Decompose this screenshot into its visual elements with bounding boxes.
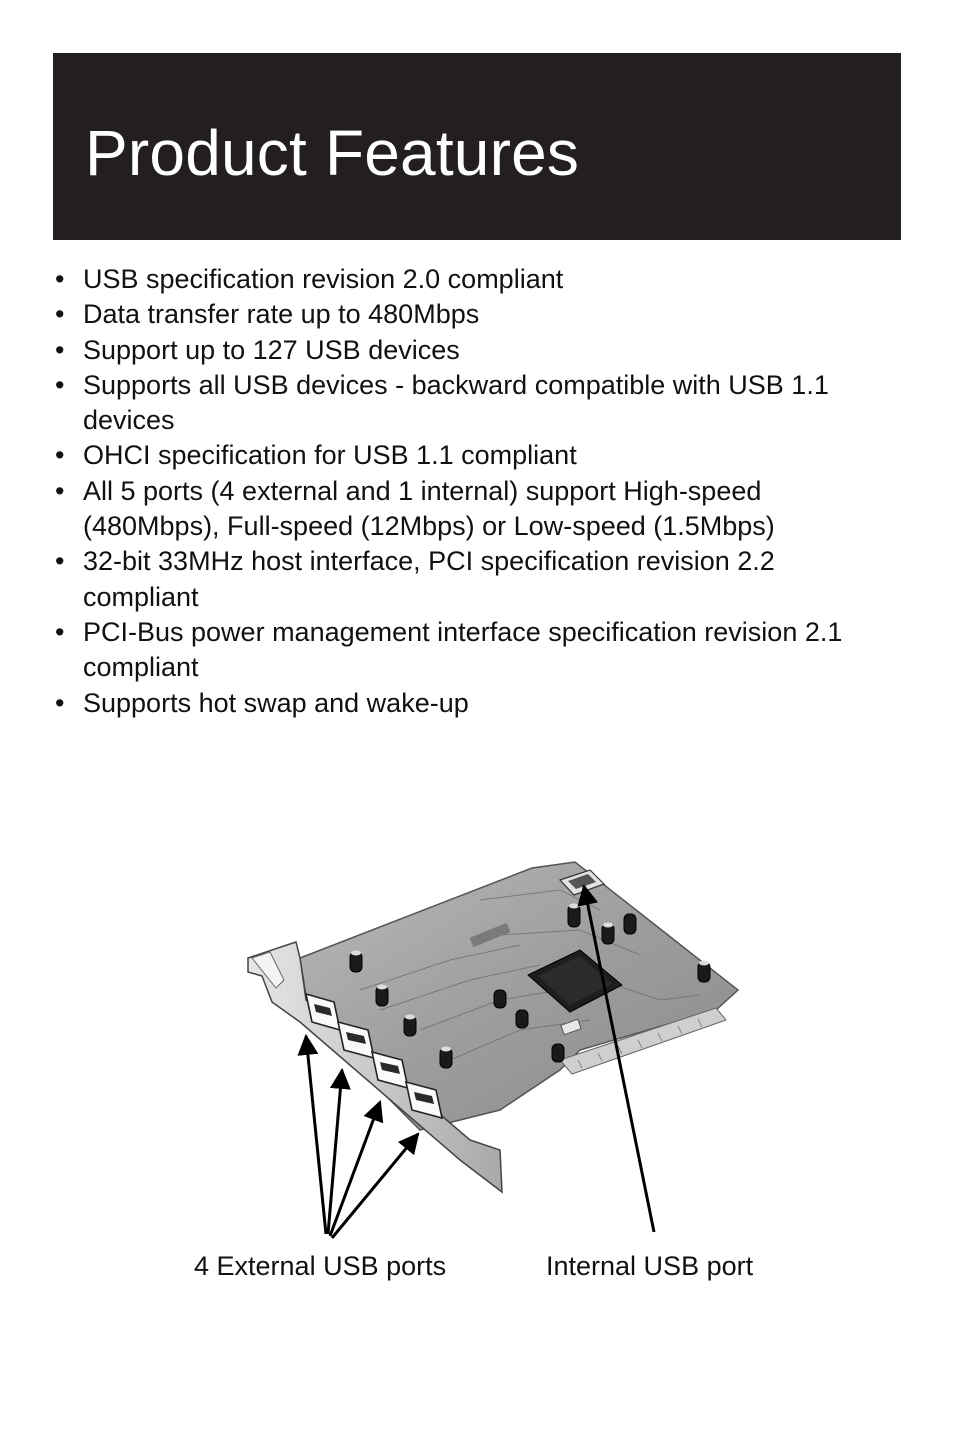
circuit-board xyxy=(300,862,738,1130)
bullet-icon: • xyxy=(55,546,65,577)
feature-text: All 5 ports (4 external and 1 internal) support High-speed (480Mbps), Full-speed (12Mbps) or Low-speed (1.5Mbps) xyxy=(83,475,775,542)
bullet-icon: • xyxy=(55,299,65,330)
feature-text: Support up to 127 USB devices xyxy=(83,334,460,365)
list-item xyxy=(55,262,885,297)
bullet-icon: • xyxy=(55,264,65,294)
pci-usb-card-illustration xyxy=(0,830,954,1300)
header-band xyxy=(53,53,901,240)
feature-text: PCI-Bus power management interface specification revision 2.1 compliant xyxy=(83,616,843,683)
list-item xyxy=(55,438,885,473)
internal-port-label: Internal USB port xyxy=(546,1251,754,1281)
list-item xyxy=(55,686,885,721)
bullet-icon: • xyxy=(55,334,65,365)
bullet-icon: • xyxy=(55,687,65,718)
feature-list xyxy=(55,262,885,721)
feature-text: Supports all USB devices - backward compatible with USB 1.1 devices xyxy=(83,369,829,436)
arrow-external-port-4 xyxy=(332,1134,418,1238)
list-item xyxy=(55,297,885,332)
bullet-icon: • xyxy=(55,440,65,471)
arrow-external-port-1 xyxy=(306,1036,326,1234)
bullet-icon: • xyxy=(55,616,65,647)
list-item xyxy=(55,368,885,439)
bullet-icon: • xyxy=(55,475,65,506)
feature-text: Data transfer rate up to 480Mbps xyxy=(83,299,480,330)
list-item xyxy=(55,474,885,545)
page-title: Product Features xyxy=(85,117,580,189)
feature-text: OHCI specification for USB 1.1 compliant xyxy=(83,440,577,471)
bullet-icon: • xyxy=(55,369,65,400)
list-item xyxy=(55,544,885,615)
feature-text: 32-bit 33MHz host interface, PCI specification revision 2.2 compliant xyxy=(83,546,775,612)
list-item xyxy=(55,615,885,686)
feature-text: USB specification revision 2.0 compliant xyxy=(83,264,564,294)
feature-text: Supports hot swap and wake-up xyxy=(83,687,469,718)
external-ports-label: 4 External USB ports xyxy=(194,1251,447,1281)
list-item xyxy=(55,333,885,368)
